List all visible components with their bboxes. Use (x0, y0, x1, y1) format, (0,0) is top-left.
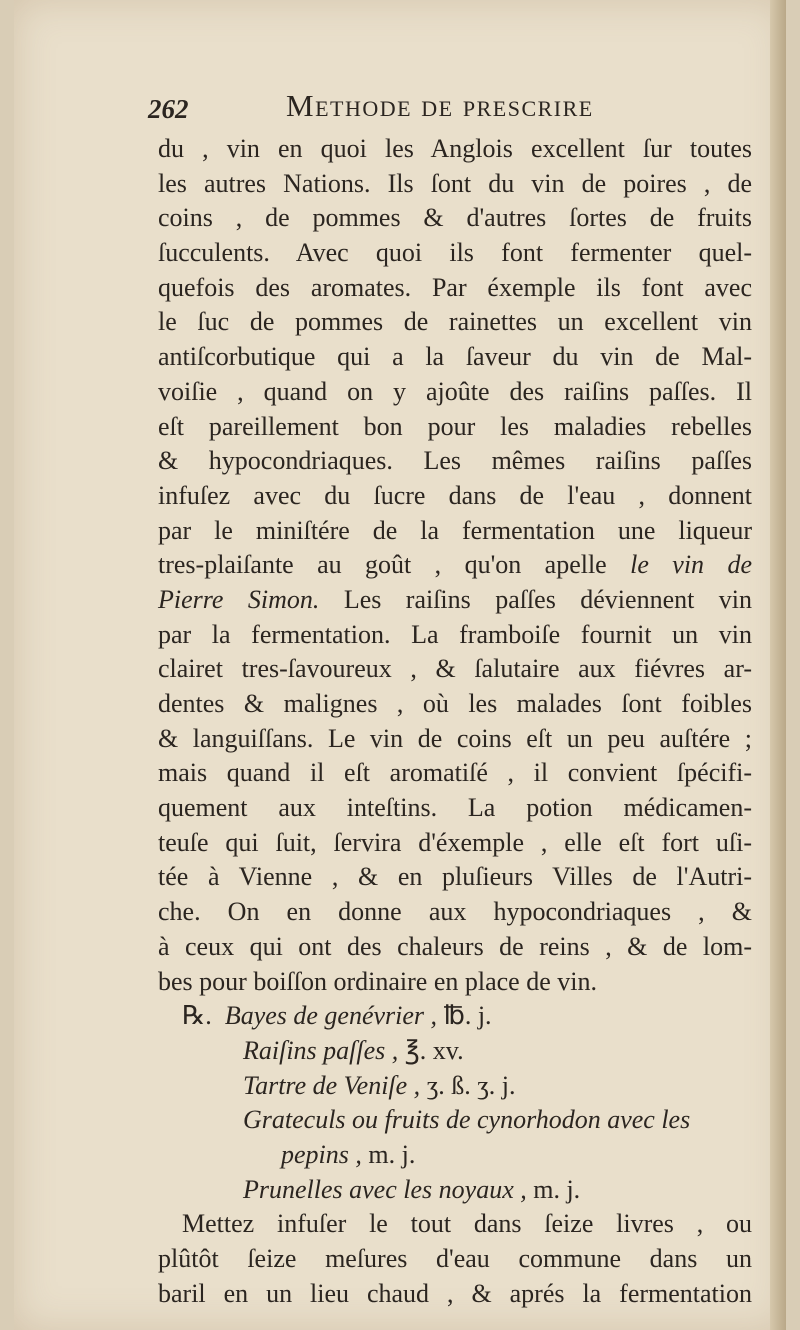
text-line: le ſuc de pommes de rainettes un excellent vin (158, 307, 752, 337)
ingredient-quantity: m. j. (533, 1174, 581, 1204)
text-line: voiſie , quand on y ajoûte des raiſins paſſes. Il (158, 376, 752, 406)
recipe-line (158, 1103, 752, 1138)
recipe-symbol: ℞. (182, 1001, 212, 1031)
ingredient-name: Bayes de genévrier , (224, 1001, 438, 1031)
recipe-line (158, 1138, 752, 1173)
text-line: antiſcorbutique qui a la ſaveur du vin de Mal- (158, 342, 752, 372)
text-line: infuſez avec du ſucre dans de l'eau , donnent (158, 480, 752, 510)
text-line (158, 548, 752, 583)
text-line: ſucculents. Avec quoi ils font fermenter quel- (158, 238, 752, 268)
text-line: par le miniſtére de la fermentation une liqueur (158, 515, 752, 545)
text-line: che. On en donne aux hypocondriaques , & (158, 897, 752, 927)
ingredient-quantity: m. j. (368, 1139, 416, 1169)
text-line: plûtôt ſeize meſures d'eau commune dans un (158, 1244, 752, 1273)
text-line: à ceux qui ont des chaleurs de reins , & de lom- (158, 931, 752, 961)
italic-wine-name: Pierre Simon. (158, 584, 320, 614)
text-line: clairet tres-ſavoureux , & ſalutaire aux fiévres ar- (158, 654, 752, 684)
text-line: bes pour boiſſon ordinaire en place de vin. (158, 966, 597, 996)
ingredient-name: Prunelles avec les noyaux , (243, 1174, 527, 1204)
text-line: les autres Nations. Ils ſont du vin de poires , de (158, 168, 752, 198)
prescription (158, 999, 752, 1207)
text-line: tée à Vienne , & en pluſieurs Villes de l'Autri- (158, 862, 752, 892)
page-number: 262 (148, 94, 189, 124)
running-title: Methode de prescrire (286, 88, 594, 123)
text-line: baril en un lieu chaud , & aprés la fermentation (158, 1278, 752, 1308)
ingredient-name: pepins , (281, 1139, 362, 1169)
text-line: mais quand il eſt aromatiſé , il convient ſpécifi- (158, 758, 752, 788)
text-line (158, 583, 752, 618)
page-edge (770, 0, 786, 1330)
text-run: Les raiſins paſſes déviennent vin (319, 584, 752, 614)
ingredient-quantity: ℥. xv. (404, 1035, 464, 1065)
body-text (158, 132, 752, 1311)
text-line: Mettez infuſer le tout dans ſeize livres , ou (182, 1209, 752, 1239)
italic-wine-name: le vin de (630, 550, 752, 580)
ingredient-name: Raiſins paſſes , (243, 1035, 399, 1065)
text-line: quefois des aromates. Par éxemple ils font avec (158, 272, 752, 302)
recipe-line (158, 1034, 752, 1069)
ingredient-name: Grateculs ou fruits de cynorhodon avec les (243, 1105, 691, 1135)
text-run: tres-plaiſante au goût , qu'on apelle (158, 550, 631, 580)
text-line: coins , de pommes & d'autres ſortes de fruits (158, 203, 752, 233)
recipe-line (158, 1069, 752, 1104)
text-line: teuſe qui ſuit, ſervira d'éxemple , elle eſt fort uſi- (158, 827, 752, 857)
recipe-line (158, 1173, 752, 1208)
page-header (148, 88, 708, 136)
text-line: par la fermentation. La framboiſe fournit un vin (158, 619, 752, 649)
text-line: du , vin en quoi les Anglois excellent ſur toutes (158, 134, 752, 163)
text-line: & hypocondriaques. Les mêmes raiſins paſſes (158, 446, 752, 476)
text-line: & languiſſans. Le vin de coins eſt un peu auſtére ; (158, 723, 752, 753)
ingredient-quantity: ℔. j. (443, 1001, 492, 1031)
ingredient-quantity: ʒ. ß. ʒ. j. (426, 1070, 516, 1100)
text-line: quement aux inteſtins. La potion médicamen- (158, 793, 752, 823)
ingredient-name: Tartre de Veniſe , (243, 1070, 421, 1100)
recipe-line (158, 999, 752, 1034)
text-line: dentes & malignes , où les malades ſont foibles (158, 689, 752, 718)
text-line: eſt pareillement bon pour les maladies rebelles (158, 411, 752, 441)
